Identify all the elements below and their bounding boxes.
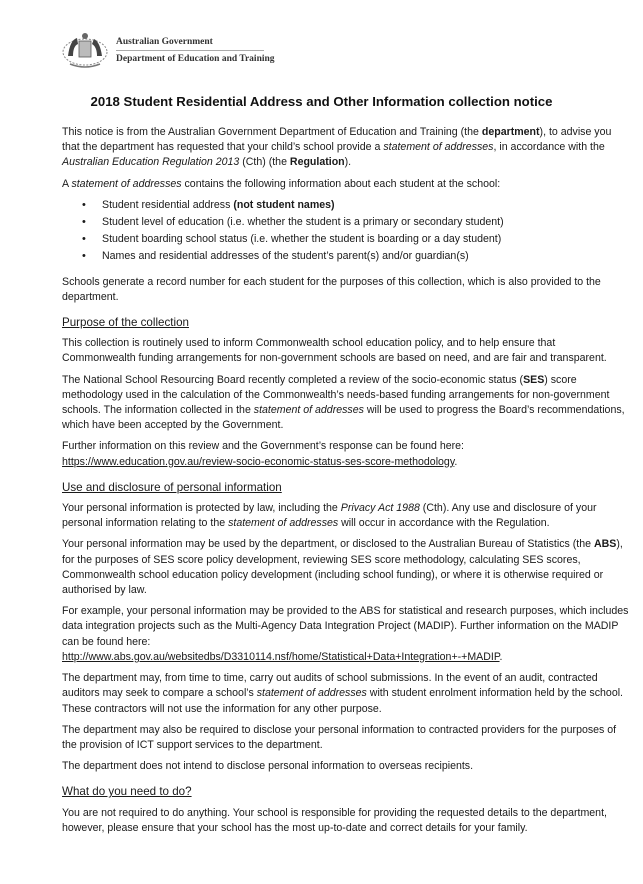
department-name: Department of Education and Training — [116, 53, 275, 64]
madip-paragraph: For example, your personal information may be provided to the ABS for statistical and research purposes, which includes data integration projects such as the Multi-Agency Data Integration Project (MADIP). Further information on the MADIP can be found here: http://www.abs.gov.au/websitedbs/D3310114.nsf/home/Statistical+Data+Integration+-+MADIP. — [62, 605, 629, 663]
coat-of-arms-icon — [60, 28, 110, 72]
ses-review-link[interactable]: https://www.education.gov.au/review-socio-economic-status-ses-score-methodology — [62, 455, 455, 468]
purpose-paragraph: This collection is routinely used to inform Commonwealth school education policy, and to help ensure that Commonwealth funding arrangements for non-government schools are based on need, and are fair and transparent. — [62, 337, 607, 365]
list-item: • Student boarding school status (i.e. whether the student is boarding or a day student) — [102, 232, 630, 247]
section-heading-what-to-do: What do you need to do? — [62, 785, 192, 799]
intro-paragraph: This notice is from the Australian Government Department of Education and Training (the department), to advise you that the department has requested that your child’s school provide a statement of addresses, in accordance with the Australian Education Regulation 2013 (Cth) (the Regulation). — [62, 126, 612, 169]
government-name: Australian Government — [116, 37, 264, 51]
statement-contents-list — [62, 198, 630, 265]
page-title: 2018 Student Residential Address and Other Information collection notice — [90, 94, 553, 109]
ses-review-paragraph: The National School Resourcing Board recently completed a review of the socio-economic status (SES) score methodology used in the calculation of the Commonwealth’s needs-based funding arrangements for non-government schools. The information collected in the statement of addresses will be used to progress the Board’s recommendations, which have been accepted by the Government. — [62, 373, 625, 432]
list-item: • Names and residential addresses of the student’s parent(s) and/or guardian(s) — [102, 249, 630, 264]
statement-paragraph: A statement of addresses contains the following information about each student at the school: — [62, 177, 501, 190]
madip-link[interactable]: http://www.abs.gov.au/websitedbs/D3310114.nsf/home/Statistical+Data+Integration+-+MADIP — [62, 650, 500, 663]
privacy-paragraph: Your personal information is protected by law, including the Privacy Act 1988 (Cth). Any use and disclosure of your personal information relating to the statement of addresses will occur in accordance with the Regulation. — [62, 502, 597, 530]
document-header — [60, 28, 275, 72]
audit-paragraph: The department may, from time to time, carry out audits of school submissions. In the event of an audit, contracted auditors may seek to compare a school’s statement of addresses with student enrolment information held by the school. These contractors will not use the information for any other purpose. — [62, 672, 624, 715]
ict-paragraph: The department may also be required to disclose your personal information to contracted providers for the purposes of the provision of ICT support services to the department. — [62, 723, 617, 751]
list-item: • Student residential address (not student names) — [102, 198, 630, 213]
record-number-paragraph: Schools generate a record number for each student for the purposes of this collection, which is also provided to the department. — [62, 275, 601, 303]
abs-disclosure-paragraph: Your personal information may be used by the department, or disclosed to the Australian Bureau of Statistics (the ABS), for the purposes of SES score policy development, reviewing SES score methodology, calculating SES scores, Commonwealth school education policy development (including school funding), or where it is otherwise required or authorised by law. — [62, 538, 623, 597]
document-body — [62, 125, 630, 842]
section-heading-use-disclosure: Use and disclosure of personal information — [62, 480, 282, 494]
what-to-do-paragraph: You are not required to do anything. Your school is responsible for providing the requested details to the department, however, please ensure that your school has the most up-to-date and correct details for your family. — [62, 806, 607, 834]
section-heading-purpose: Purpose of the collection — [62, 316, 189, 330]
overseas-paragraph: The department does not intend to disclose personal information to overseas recipients. — [62, 760, 474, 773]
list-item: • Student level of education (i.e. whether the student is a primary or secondary student) — [102, 215, 630, 230]
further-info-paragraph: Further information on this review and the Government’s response can be found here: https://www.education.gov.au/review-socio-economic-status-ses-score-methodology. — [62, 440, 465, 468]
